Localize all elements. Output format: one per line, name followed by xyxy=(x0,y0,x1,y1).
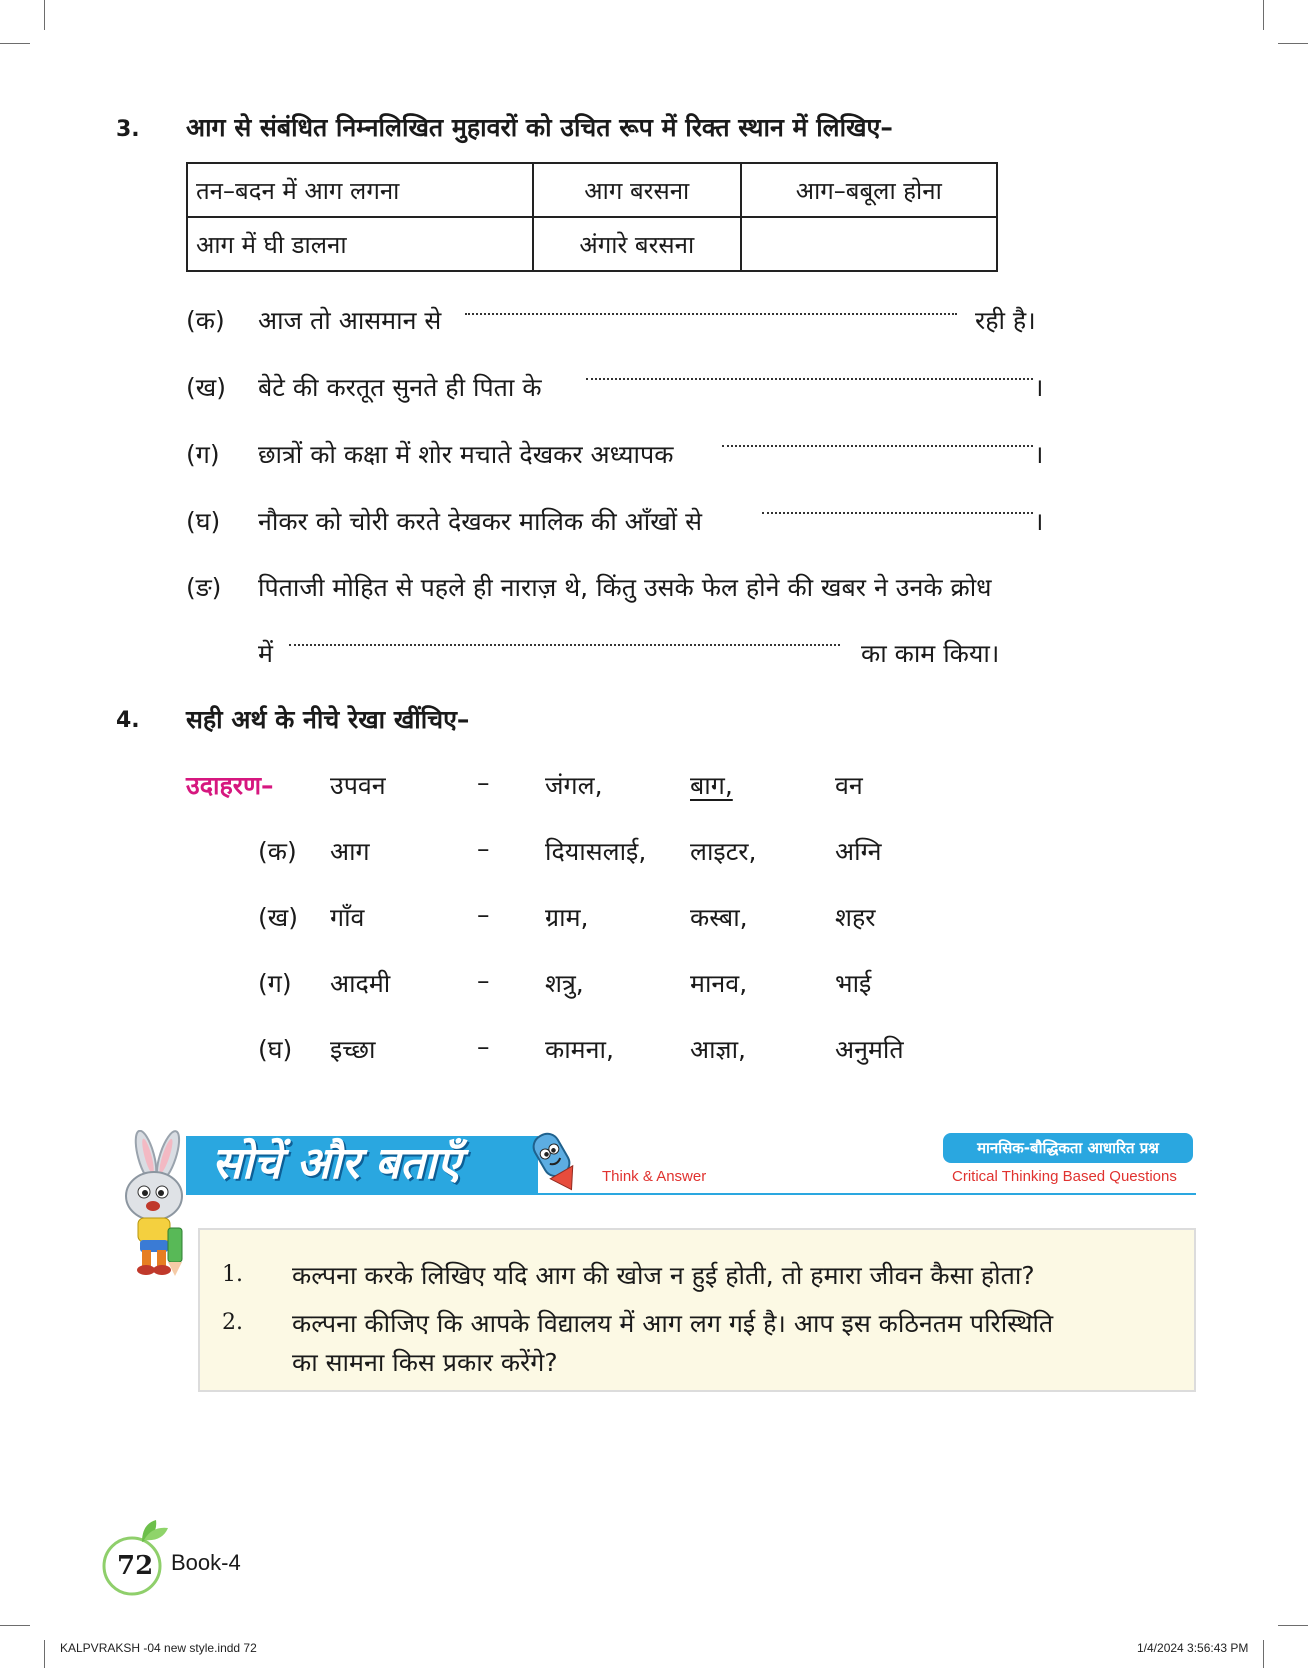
section-rule xyxy=(186,1193,1196,1195)
item-text: । xyxy=(1034,373,1044,402)
idiom-table xyxy=(186,162,998,272)
option[interactable]: भाई xyxy=(835,969,872,998)
category-subtitle: Critical Thinking Based Questions xyxy=(952,1168,1177,1185)
blank-line[interactable] xyxy=(289,644,840,646)
blank-line[interactable] xyxy=(465,313,957,315)
item-text: छात्रों को कक्षा में शोर मचाते देखकर अध्यापक xyxy=(258,440,674,469)
option[interactable]: शत्रु, xyxy=(545,969,584,998)
item-text: में xyxy=(258,639,273,668)
option-underlined: बाग, xyxy=(690,771,733,800)
box-question-text: कल्पना कीजिए कि आपके विद्यालय में आग लग गई है। आप इस कठिनतम परिस्थिति xyxy=(292,1309,1054,1338)
item-label: (ख) xyxy=(186,373,226,402)
option[interactable]: अग्नि xyxy=(835,837,882,866)
item-label: (ग) xyxy=(186,440,220,469)
option[interactable]: दियासलाई, xyxy=(545,837,647,866)
question-number: 4. xyxy=(116,708,140,733)
row-label: (घ) xyxy=(258,1035,293,1064)
book-label: Book-4 xyxy=(171,1550,241,1575)
rabbit-mascot-icon xyxy=(108,1130,200,1278)
dash: – xyxy=(477,966,490,995)
item-text: आज तो आसमान से xyxy=(258,306,442,335)
crop-mark xyxy=(0,43,30,44)
option[interactable]: लाइटर, xyxy=(690,837,757,866)
option[interactable]: अनुमति xyxy=(835,1035,904,1064)
page-number: 72 xyxy=(117,1551,154,1581)
blank-line[interactable] xyxy=(762,512,1033,514)
dash: – xyxy=(477,834,490,863)
box-question-number: 1. xyxy=(222,1262,243,1287)
section-subtitle: Think & Answer xyxy=(602,1168,707,1185)
section-banner-title: सोचें और बताएँ xyxy=(212,1138,461,1189)
row-label: (ख) xyxy=(258,903,298,932)
word: इच्छा xyxy=(330,1035,376,1064)
item-text: नौकर को चोरी करते देखकर मालिक की आँखों से xyxy=(258,507,703,536)
category-badge: मानसिक-बौद्धिकता आधारित प्रश्न xyxy=(943,1133,1193,1163)
row-label: (ग) xyxy=(258,969,292,998)
table-cell: अंगारे बरसना xyxy=(533,217,741,271)
dash: – xyxy=(477,1032,490,1061)
word: उपवन xyxy=(330,771,386,800)
crop-mark xyxy=(1263,0,1264,30)
crop-mark xyxy=(1278,43,1308,44)
option[interactable]: शहर xyxy=(835,903,876,932)
word: आग xyxy=(330,837,370,866)
item-label: (क) xyxy=(186,306,225,335)
table-cell: आग–बबूला होना xyxy=(741,163,997,217)
option[interactable]: मानव, xyxy=(690,969,748,998)
item-text: । xyxy=(1034,440,1044,469)
word: आदमी xyxy=(330,969,391,998)
option: जंगल, xyxy=(545,771,603,800)
table-cell: आग में घी डालना xyxy=(187,217,533,271)
crop-mark xyxy=(0,1625,30,1626)
blank-line[interactable] xyxy=(722,445,1033,447)
option[interactable]: कामना, xyxy=(545,1035,614,1064)
table-row xyxy=(187,217,997,271)
crop-mark xyxy=(44,0,45,30)
file-slug: KALPVRAKSH -04 new style.indd 72 xyxy=(60,1641,257,1655)
dash: – xyxy=(477,900,490,929)
box-question-text: का सामना किस प्रकार करेंगे? xyxy=(292,1348,558,1377)
option[interactable]: ग्राम, xyxy=(545,903,589,932)
question-number: 3. xyxy=(116,117,140,142)
row-label: (क) xyxy=(258,837,297,866)
box-question-text: कल्पना करके लिखिए यदि आग की खोज न हुई होती, तो हमारा जीवन कैसा होता? xyxy=(292,1261,1035,1290)
box-question-number: 2. xyxy=(222,1310,243,1335)
option[interactable]: कस्बा, xyxy=(690,903,748,932)
crop-mark xyxy=(44,1640,45,1668)
word: गाँव xyxy=(330,903,365,932)
item-text: पिताजी मोहित से पहले ही नाराज़ थे, किंतु उसके फेल होने की खबर ने उनके क्रोध xyxy=(258,573,992,602)
pen-mascot-icon xyxy=(518,1124,592,1198)
crop-mark xyxy=(1278,1625,1308,1626)
item-text: बेटे की करतूत सुनते ही पिता के xyxy=(258,373,542,402)
item-text: । xyxy=(1034,507,1044,536)
option: वन xyxy=(835,771,863,800)
item-label: (ङ) xyxy=(186,573,222,602)
table-cell xyxy=(741,217,997,271)
table-cell: तन–बदन में आग लगना xyxy=(187,163,533,217)
blank-line[interactable] xyxy=(586,378,1033,380)
question-title: आग से संबंधित निम्नलिखित मुहावरों को उचित रूप में रिक्त स्थान में लिखिए– xyxy=(186,113,893,142)
table-row xyxy=(187,163,997,217)
dash: – xyxy=(477,768,490,797)
item-text: का काम किया। xyxy=(861,639,1000,668)
table-cell: आग बरसना xyxy=(533,163,741,217)
item-label: (घ) xyxy=(186,507,221,536)
crop-mark xyxy=(1263,1640,1264,1668)
option[interactable]: आज्ञा, xyxy=(690,1035,746,1064)
question-title: सही अर्थ के नीचे रेखा खींचिए– xyxy=(186,705,470,734)
example-label: उदाहरण– xyxy=(186,771,274,800)
date-slug: 1/4/2024 3:56:43 PM xyxy=(1137,1641,1249,1655)
item-text: रही है। xyxy=(975,306,1036,335)
